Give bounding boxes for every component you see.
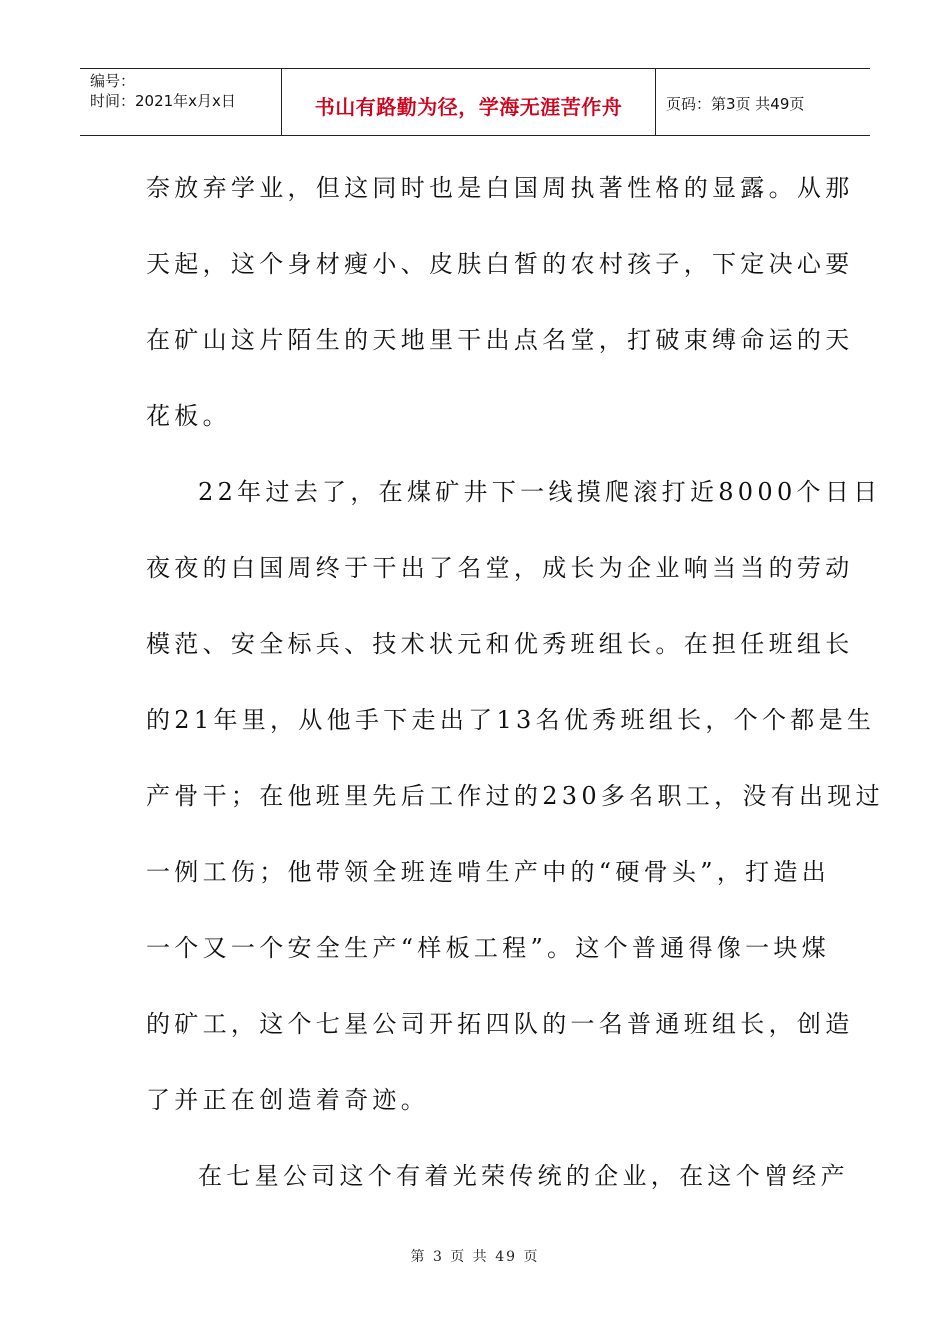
- body-line: 了并正在创造着奇迹。: [146, 1086, 429, 1114]
- header-divider-right: [655, 69, 656, 135]
- body-line: 奈放弃学业，但这同时也是白国周执著性格的显露。从那: [146, 174, 854, 202]
- page-header: [80, 68, 870, 136]
- body-line: 的矿工，这个七星公司开拓四队的一名普通班组长，创造: [146, 1010, 854, 1038]
- body-line: 天起，这个身材瘦小、皮肤白皙的农村孩子，下定决心要: [146, 250, 854, 278]
- body-line: 的21年里，从他手下走出了13名优秀班组长，个个都是生: [146, 706, 876, 734]
- body-line: 产骨干；在他班里先后工作过的230多名职工，没有出现过: [146, 782, 884, 810]
- page-footer: 第 3 页 共 49 页: [410, 1249, 540, 1265]
- body-line: 模范、安全标兵、技术状元和优秀班组长。在担任班组长: [146, 630, 854, 658]
- body-line: 花板。: [146, 402, 231, 430]
- body-line: 一例工伤；他带领全班连啃生产中的“硬骨头”，打造出: [146, 858, 831, 886]
- header-meta: [90, 71, 236, 111]
- header-date-label: 时间：2021年x月x日: [90, 92, 236, 110]
- header-page-info: 页码：第3页 共49页: [666, 95, 805, 113]
- header-number-label: 编号：: [90, 72, 136, 90]
- body-line: 一个又一个安全生产“样板工程”。这个普通得像一块煤: [146, 934, 831, 962]
- document-body: [146, 150, 884, 1214]
- body-line: 在七星公司这个有着光荣传统的企业，在这个曾经产: [198, 1162, 849, 1190]
- header-motto: 书山有路勤为径，学海无涯苦作舟: [314, 95, 623, 119]
- body-line: 夜夜的白国周终于干出了名堂，成长为企业响当当的劳动: [146, 554, 854, 582]
- body-line: 22年过去了，在煤矿井下一线摸爬滚打近8000个日日: [198, 478, 882, 506]
- body-line: 在矿山这片陌生的天地里干出点名堂，打破束缚命运的天: [146, 326, 854, 354]
